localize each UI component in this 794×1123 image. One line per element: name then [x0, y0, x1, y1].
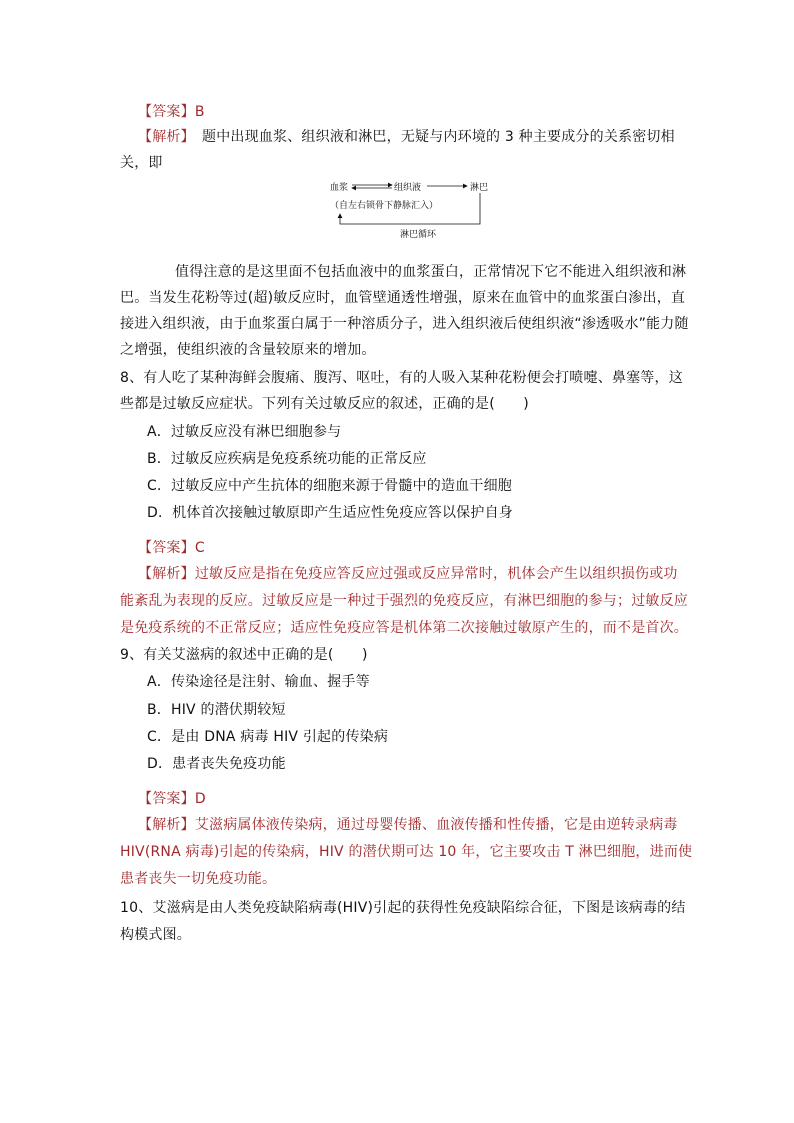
diagram-note: （自左右锁骨下静脉汇入） — [330, 201, 439, 211]
q9-answer-line — [138, 789, 206, 809]
q8-option-a: A．过敏反应没有淋巴细胞参与 — [147, 424, 342, 440]
q8-analysis-line2: 能紊乱为表现的反应。过敏反应是一种过于强烈的免疫反应，有淋巴细胞的参与；过敏反应 — [120, 593, 688, 609]
q9-option-a: A．传染途径是注射、输血、握手等 — [147, 674, 370, 690]
analysis-text: 题中出现血浆、组织液和淋巴，无疑与内环境的 3 种主要成分的关系密切相 — [202, 129, 675, 145]
q7-paragraph-line2: 巴。当发生花粉等过(超)敏反应时，血管壁通透性增强，原来在血管中的血浆蛋白渗出，直 — [120, 290, 686, 306]
answer-label: 【答案】 — [138, 791, 195, 807]
q8-option-d: D．机体首次接触过敏原即产生适应性免疫应答以保护自身 — [147, 505, 513, 521]
analysis-text: 过敏反应是指在免疫应答反应过强或反应异常时，机体会产生以组织损伤或功 — [194, 566, 678, 582]
analysis-text: 艾滋病属体液传染病，通过母婴传播、血液传播和性传播，它是由逆转录病毒 — [194, 817, 678, 833]
analysis-label: 【解析】 — [138, 817, 195, 833]
q10-stem-line1: 10、艾滋病是由人类免疫缺陷病毒(HIV)引起的获得性免疫缺陷综合征，下图是该病毒的结 — [120, 900, 686, 916]
body-fluid-diagram — [330, 180, 500, 242]
plasma-label: 血浆 — [330, 183, 349, 193]
q7-paragraph-line4: 之增强，使组织液的含量较原来的增加。 — [120, 342, 376, 358]
lymph-circulation-label: 淋巴循环 — [400, 230, 437, 240]
q8-answer-line — [138, 538, 205, 558]
answer-label: 【答案】 — [138, 104, 195, 120]
answer-value: B — [194, 104, 205, 120]
q7-paragraph-line3: 接进入组织液，由于血浆蛋白属于一种溶质分子，进入组织液后使组织液“渗透吸水”能力随 — [120, 316, 689, 332]
q10-stem-line2: 构模式图。 — [120, 927, 191, 943]
q8-option-c: C．过敏反应中产生抗体的细胞来源于骨髓中的造血干细胞 — [147, 478, 512, 494]
q9-analysis-line1 — [138, 815, 678, 835]
answer-value: C — [194, 540, 205, 556]
q9-option-d: D．患者丧失免疫功能 — [147, 756, 286, 772]
answer-value: D — [194, 791, 206, 807]
q8-option-b: B．过敏反应疾病是免疫系统功能的正常反应 — [147, 451, 427, 467]
analysis-label: 【解析】 — [138, 566, 195, 582]
q9-option-b: B．HIV 的潜伏期较短 — [147, 702, 286, 718]
q7-answer-line — [138, 102, 205, 122]
q8-stem-line1: 8、有人吃了某种海鲜会腹痛、腹泻、呕吐，有的人吸入某种花粉便会打喷嚏、鼻塞等，这 — [120, 370, 683, 386]
tissue-fluid-label: 组织液 — [394, 183, 422, 193]
lymph-label: 淋巴 — [470, 183, 489, 193]
q9-option-c: C．是由 DNA 病毒 HIV 引起的传染病 — [147, 729, 389, 745]
body-fluid-diagram-svg — [330, 180, 500, 242]
q7-paragraph-line1: 值得注意的是这里面不包括血液中的血浆蛋白，正常情况下它不能进入组织液和淋 — [175, 264, 687, 280]
q9-stem: 9、有关艾滋病的叙述中正确的是( ) — [120, 647, 368, 663]
answer-label: 【答案】 — [138, 540, 195, 556]
q7-analysis-line2: 关，即 — [120, 155, 163, 171]
analysis-label: 【解析】 — [138, 129, 188, 145]
q9-analysis-line2: HIV(RNA 病毒)引起的传染病，HIV 的潜伏期可达 10 年，它主要攻击 T 淋巴细胞，进而使 — [120, 844, 693, 860]
q8-stem-line2: 些都是过敏反应症状。下列有关过敏反应的叙述，正确的是( ) — [120, 396, 529, 412]
q8-analysis-line3: 是免疫系统的不正常反应；适应性免疫应答是机体第二次接触过敏原产生的，而不是首次。 — [120, 620, 688, 636]
q9-analysis-line3: 患者丧失一切免疫功能。 — [120, 871, 277, 887]
q7-analysis-line1 — [138, 127, 675, 147]
q8-analysis-line1 — [138, 564, 678, 584]
